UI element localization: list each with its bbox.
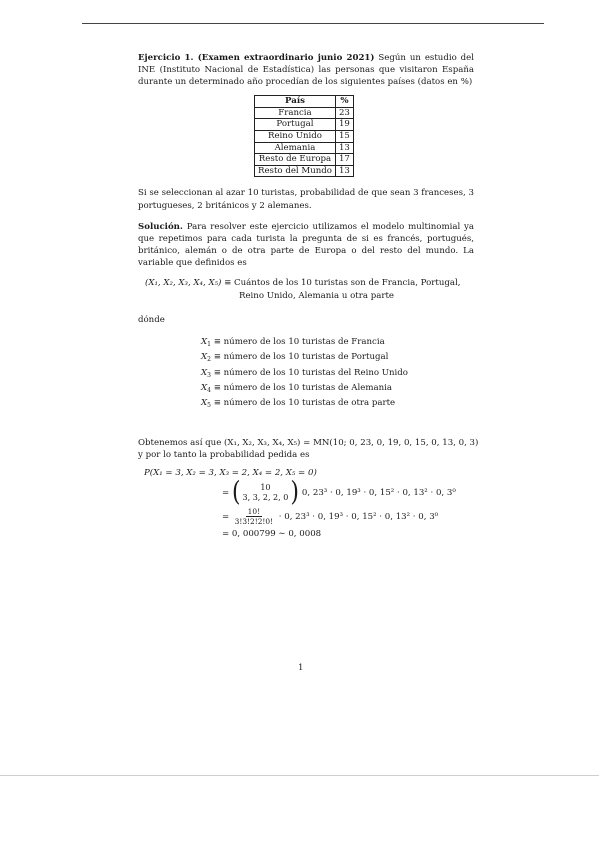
- variable-subscript: 3: [207, 371, 211, 379]
- vector-def-1: Cuántos de los 10 turistas son de Francia, Portugal,: [234, 278, 461, 288]
- exercise-intro: Según un estudio del INE (Instituto Nacional de Estadística) las personas que visitaron España durante un determinado año procedían de los siguientes países (datos en %): [138, 53, 474, 88]
- variable-symbol: X: [201, 337, 208, 348]
- variable-subscript: 2: [207, 356, 211, 364]
- multinomial-coefficient: [243, 483, 289, 503]
- variable-subscript: 5: [207, 401, 211, 409]
- solution-paragraph: [138, 221, 474, 269]
- probability-derivation: [144, 467, 474, 540]
- table-cell: Resto de Europa: [255, 154, 336, 166]
- variable-subscript: 1: [207, 341, 211, 349]
- multinomial-expression: [222, 477, 456, 509]
- variable-line: [201, 350, 474, 365]
- variable-def: ≡ número de los 10 turistas de Francia: [213, 337, 385, 348]
- variable-line: [201, 366, 474, 381]
- table-header-row: [255, 96, 354, 108]
- table-cell: Reino Unido: [255, 131, 336, 143]
- vector-line-1: [145, 277, 474, 290]
- variable-symbol: X: [201, 397, 208, 408]
- table-cell: 23: [335, 107, 353, 119]
- coef-bottom: 3, 3, 2, 2, 0: [242, 493, 289, 503]
- table-row: [255, 154, 354, 166]
- multinomial-line: [222, 477, 474, 509]
- variable-def: ≡ número de los 10 turistas del Reino Unido: [213, 367, 408, 378]
- variable-def: ≡ número de los 10 turistas de Portugal: [213, 352, 389, 363]
- table-cell: 13: [335, 165, 353, 177]
- obtain-line-2: y por lo tanto la probabilidad pedida es: [138, 450, 310, 461]
- variable-def: ≡ número de los 10 turistas de otra parte: [213, 397, 396, 408]
- power-terms: ·: [278, 512, 285, 523]
- table-cell: 19: [335, 119, 353, 131]
- table-cell: Alemania: [255, 142, 336, 154]
- variable-line: [201, 381, 474, 396]
- power-terms: 0, 23³ · 0, 19³ · 0, 15² · 0, 13² · 0, 3⁰: [301, 488, 456, 499]
- table-cell: 15: [335, 131, 353, 143]
- right-paren: ): [290, 477, 299, 509]
- exercise-statement: [138, 52, 474, 88]
- table-row: [255, 107, 354, 119]
- left-paren: (: [231, 477, 241, 509]
- top-rule: [82, 23, 544, 24]
- bottom-rule: [0, 775, 599, 776]
- question-text: Si se seleccionan al azar 10 turistas, probabilidad de que sean 3 franceses, 3 portugueses, 2 británicos y 2 alemanes.: [138, 188, 474, 211]
- document-body: [138, 52, 479, 540]
- variable-symbol: X: [201, 367, 208, 378]
- table-cell: Resto del Mundo: [255, 165, 336, 177]
- country-table: [254, 95, 354, 177]
- table-header-percent: %: [335, 96, 353, 108]
- vector-def-2: Reino Unido, Alemania u otra parte: [239, 291, 394, 301]
- table-row: [255, 131, 354, 143]
- variable-symbol: X: [201, 382, 208, 393]
- equals-sign: =: [222, 512, 232, 523]
- fraction-denominator: 3!3!2!2!0!: [234, 517, 274, 527]
- obtain-line-1: Obtenemos así que (X₁, X₂, X₃, X₄, X₅) = MN(10; 0, 23, 0, 19, 0, 15, 0, 13, 0, 3): [138, 438, 479, 449]
- coef-top: 10: [260, 483, 271, 493]
- table-cell: 17: [335, 154, 353, 166]
- exercise-heading: Ejercicio 1. (Examen extraordinario junio 2021): [138, 53, 375, 63]
- table-cell: Francia: [255, 107, 336, 119]
- variable-def: ≡ número de los 10 turistas de Alemania: [213, 382, 392, 393]
- fraction-numerator: 10!: [247, 507, 261, 517]
- variable-line: [201, 396, 474, 411]
- table-row: [255, 119, 354, 131]
- variable-line: [201, 335, 474, 350]
- solution-text: Para resolver este ejercicio utilizamos el modelo multinomial ya que repetimos para cada turista la pregunta de si es francés, portugués, británico, alemán o de otra parte de Europa o del resto del mundo. La variable que definidos es: [138, 221, 474, 268]
- solution-label: Solución.: [138, 221, 183, 232]
- variable-symbol: X: [201, 352, 208, 363]
- probability-result: = 0, 000799 ∼ 0, 0008: [222, 529, 322, 540]
- probability-lhs: P(X₁ = 3, X₂ = 3, X₃ = 2, X₄ = 2, X₅ = 0): [144, 468, 317, 479]
- variable-list: [138, 335, 474, 411]
- equals-sign: =: [222, 488, 232, 499]
- vector-definition: [138, 277, 474, 303]
- fraction-line: [222, 507, 474, 526]
- table-row: [255, 142, 354, 154]
- variable-subscript: 4: [207, 386, 211, 394]
- table-row: [255, 165, 354, 177]
- table-header-country: País: [255, 96, 336, 108]
- power-terms-repeat: 0, 23³ · 0, 19³ · 0, 15² · 0, 13² · 0, 3⁰: [284, 512, 439, 523]
- donde-label: dónde: [138, 315, 165, 325]
- factorial-fraction: [235, 507, 273, 526]
- page-number: 1: [298, 663, 304, 673]
- vector-symbol: (X₁, X₂, X₃, X₄, X₅) ≡: [145, 278, 232, 288]
- table-cell: 13: [335, 142, 353, 154]
- table-cell: Portugal: [255, 119, 336, 131]
